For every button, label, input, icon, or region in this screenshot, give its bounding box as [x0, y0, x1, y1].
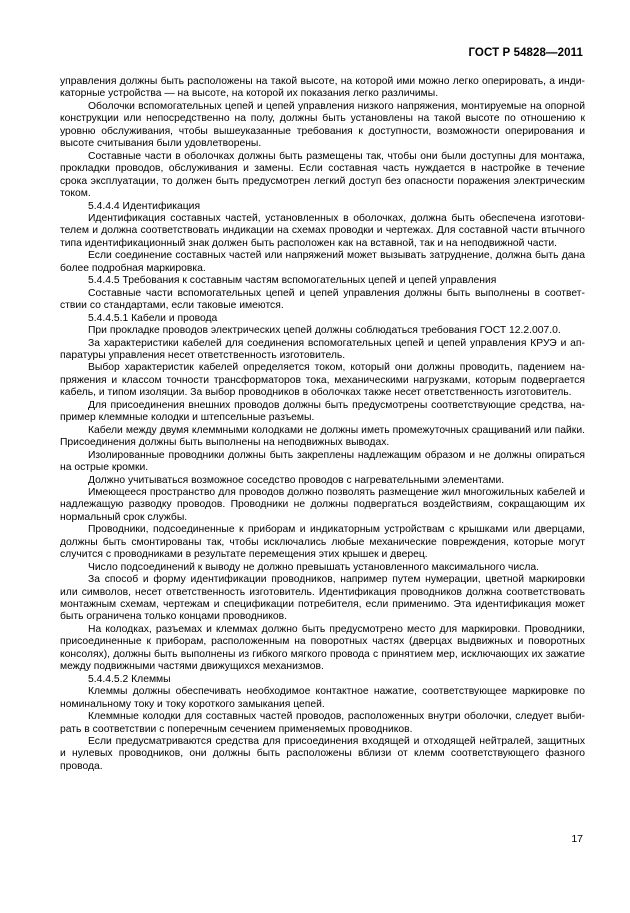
section-heading: 5.4.4.5.2 Клеммы: [88, 673, 171, 685]
paragraph: Число подсоединений к выводу не должно превышать установленного максимального числа.: [88, 561, 539, 573]
paragraph: Оболочки вспомогательных цепей и цепей управления низкого напряжения, монтируемые на опорной конструкции или непосредственно на полу, должны быть установлены на такой высоте по отношению к уровню обслуживания, чтобы вышеуказанные требования к доступности, возможности оперирования и высоте считывания были удовлетворены.: [60, 100, 585, 150]
paragraph: управления должны быть расположены на такой высоте, на которой ими можно легко оперировать, а индикаторные устройства — на высоте, на которой их показания легко различимы.: [60, 76, 585, 100]
paragraph: За характеристики кабелей для соединения вспомогательных цепей и цепей управления КРУЭ и аппаратуры управления несет ответственность изготовитель.: [60, 337, 585, 361]
paragraph: Клеммы должны обеспечивать необходимое контактное нажатие, соответствующее маркировке по номинальному току и току короткого замыкания цепей.: [60, 686, 585, 710]
paragraph: Составные части вспомогательных цепей и цепей управления должны быть выполнены в соответствии со стандартами, если таковые имеются.: [60, 287, 585, 312]
paragraph: За способ и форму идентификации проводников, например путем нумерации, цветной маркировки или символов, несет ответственность изготовитель. Идентификация проводников должна соответствовать монтажным схемам, чертежам и спецификации потребителя, если применимо. Эта идентификация может быть ограничена только концами проводников.: [60, 574, 585, 623]
page-number: 17: [571, 833, 583, 845]
paragraph: Для присоединения внешних проводов должны быть предусмотрены соответствующие средства, например клеммные колодки и штепсельные разъемы.: [60, 399, 585, 424]
standard-header: ГОСТ Р 54828—2011: [468, 47, 583, 59]
paragraph: Проводники, подсоединенные к приборам и индикаторным устройствам с крышками или дверцами, должны быть смонтированы так, чтобы исключались любые механические повреждения, которые могут случится с проводниками в результате перемещения этих крышек и дверец.: [60, 524, 585, 561]
paragraph: Составные части в оболочках должны быть размещены так, чтобы они были доступны для монтажа, прокладки проводов, обслуживания и замены. Если составная часть нуждается в настройке в течение срока эксплуатации, то должен быть предусмотрен легкий доступ без опасности поражения электрическим током.: [60, 150, 585, 200]
section-heading: 5.4.4.5.1 Кабели и провода: [88, 312, 218, 324]
paragraph: Должно учитываться возможное соседство проводов с нагревательными элементами.: [88, 474, 505, 486]
paragraph: Клеммные колодки для составных частей проводов, расположенных внутри оболочки, следует выбирать в соответствии с поперечным сечением применяемых проводников.: [60, 711, 585, 735]
paragraph: При прокладке проводов электрических цепей должны соблюдаться требования ГОСТ 12.2.007.0.: [88, 325, 561, 337]
document-body: [60, 76, 585, 773]
paragraph: Изолированные проводники должны быть закреплены надлежащим образом и не должны опираться на острые кромки.: [60, 449, 585, 474]
section-heading: 5.4.4.4 Идентификация: [88, 200, 201, 212]
paragraph: Если предусматриваются средства для присоединения входящей и отходящей нейтралей, защитных и нулевых проводников, они должны быть расположены вблизи от клемм соответствующего фазного провода.: [60, 736, 585, 772]
paragraph: Имеющееся пространство для проводов должно позволять размещение жил многожильных кабелей и надлежащую разводку проводов. Проводники не должны подвергаться воздействиям, сокращающим их нормальный срок службы.: [60, 486, 585, 523]
paragraph: Кабели между двумя клеммными колодками не должны иметь промежуточных сращиваний или пайки. Присоединения должны быть выполнены на неподвижных выводах.: [60, 424, 585, 449]
paragraph: Идентификация составных частей, установленных в оболочках, должна быть обеспечена изготовителем и должна соответствовать индикации на схемах проводки и чертежах. Для составной части втычного типа идентификационный знак должен быть расположен как на вставной, так и на неподвижной части.: [60, 212, 585, 249]
section-heading: 5.4.4.5 Требования к составным частям вспомогательных цепей и цепей управления: [88, 275, 497, 287]
paragraph: На колодках, разъемах и клеммах должно быть предусмотрено место для маркировки. Проводники, присоединенные к приборам, расположенным на поворотных частях (дверцах выдвижных и поворотных консолях), должны быть выполнены из гибкого мягкого провода с принятием мер, исключающих их зажатие между подвижными частями движущихся механизмов.: [60, 623, 585, 673]
paragraph: Выбор характеристик кабелей определяется током, который они должны проводить, падением напряжения и классом точности трансформаторов тока, механическими нагрузками, которым подвергается кабель, и типом изоляции. За выбор проводников в оболочках также несет ответственность изготовитель.: [60, 362, 585, 399]
paragraph: Если соединение составных частей или напряжений может вызывать затруднение, должна быть дана более подробная маркировка.: [60, 250, 585, 274]
